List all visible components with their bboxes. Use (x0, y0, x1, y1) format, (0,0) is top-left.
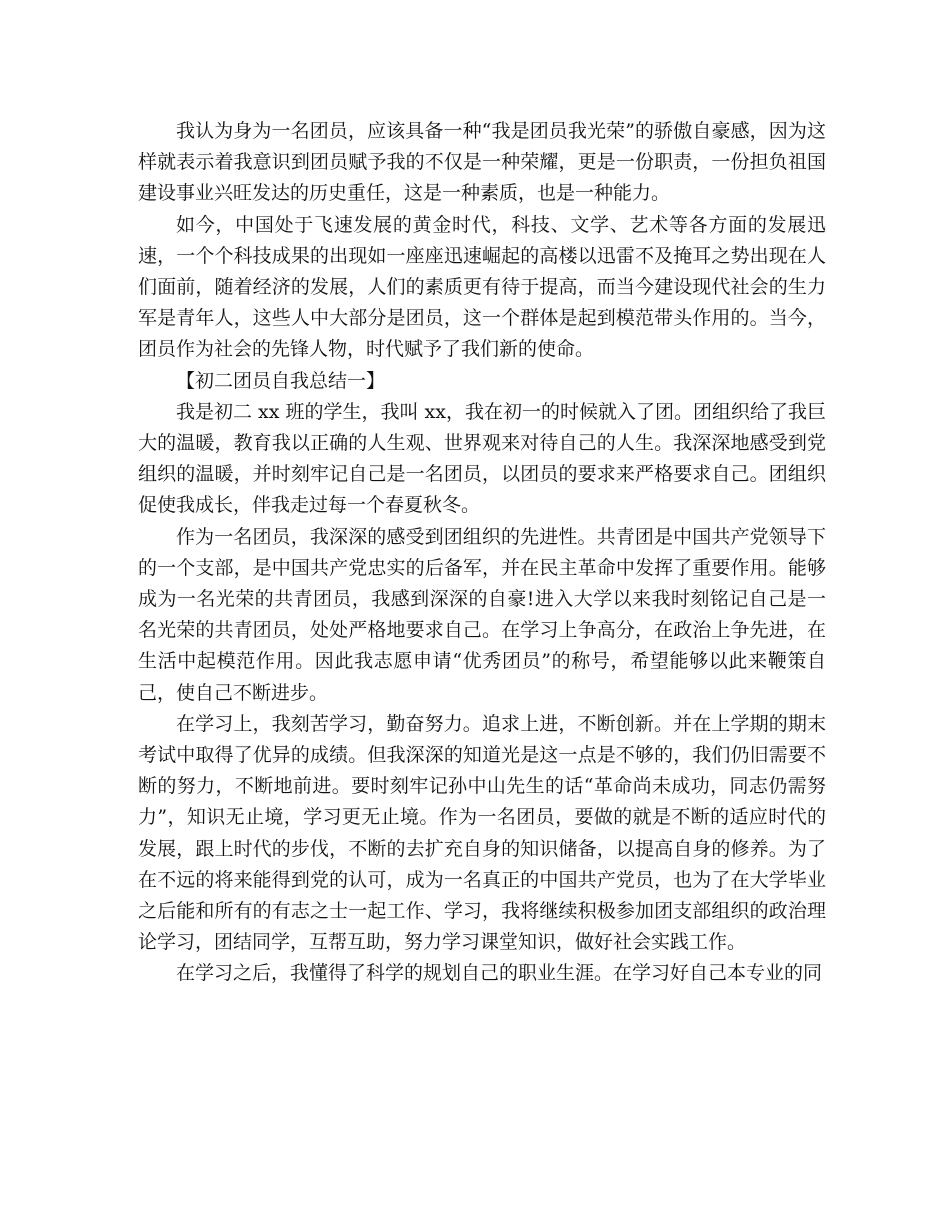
paragraph-5: 在学习上，我刻苦学习，勤奋努力。追求上进，不断创新。并在上学期的期末考试中取得了优异的成绩。但我深深的知道光是这一点是不够的，我们仍旧需要不断的努力，不断地前进。要时刻牢记孙中山先生的话“革命尚未成功，同志仍需努力”，知识无止境，学习更无止境。作为一名团员，要做的就是不断的适应时代的发展，跟上时代的步伐，不断的去扩充自身的知识储备，以提高自身的修养。为了在不远的将来能得到党的认可，成为一名真正的中国共产党员，也为了在大学毕业之后能和所有的有志之士一起工作、学习，我将继续积极参加团支部组织的政治理论学习，团结同学，互帮互助，努力学习课堂知识，做好社会实践工作。 (138, 712, 826, 954)
document-body (138, 116, 826, 990)
paragraph-3: 我是初二 xx 班的学生，我叫 xx，我在初一的时候就入了团。团组织给了我巨大的温暖，教育我以正确的人生观、世界观来对待自己的人生。我深深地感受到党组织的温暖，并时刻牢记自己是一名团员，以团员的要求来严格要求自己。团组织促使我成长，伴我走过每一个春夏秋冬。 (138, 400, 826, 517)
paragraph-1: 我认为身为一名团员，应该具备一种“我是团员我光荣”的骄傲自豪感，因为这样就表示着我意识到团员赋予我的不仅是一种荣耀，更是一份职责，一份担负祖国建设事业兴旺发达的历史重任，这是一种素质，也是一种能力。 (138, 120, 826, 205)
paragraph-6: 在学习之后，我懂得了科学的规划自己的职业生涯。在学习好自己本专业的同 (176, 962, 823, 985)
paragraph-4: 作为一名团员，我深深的感受到团组织的先进性。共青团是中国共产党领导下的一个支部，是中国共产党忠实的后备军，并在民主革命中发挥了重要作用。能够成为一名光荣的共青团员，我感到深深的自豪!进入大学以来我时刻铭记自己是一名光荣的共青团员，处处严格地要求自己。在学习上争高分，在政治上争先进，在生活中起模范作用。因此我志愿申请“优秀团员”的称号，希望能够以此来鞭策自己，使自己不断进步。 (138, 525, 826, 704)
section-heading: 【初二团员自我总结一】 (176, 369, 386, 392)
paragraph-2: 如今，中国处于飞速发展的黄金时代，科技、文学、艺术等各方面的发展迅速，一个个科技成果的出现如一座座迅速崛起的高楼以迅雷不及掩耳之势出现在人们面前，随着经济的发展，人们的素质更有待于提高，而当今建设现代社会的生力军是青年人，这些人中大部分是团员，这一个群体是起到模范带头作用的。当今，团员作为社会的先锋人物，时代赋予了我们新的使命。 (138, 213, 826, 361)
